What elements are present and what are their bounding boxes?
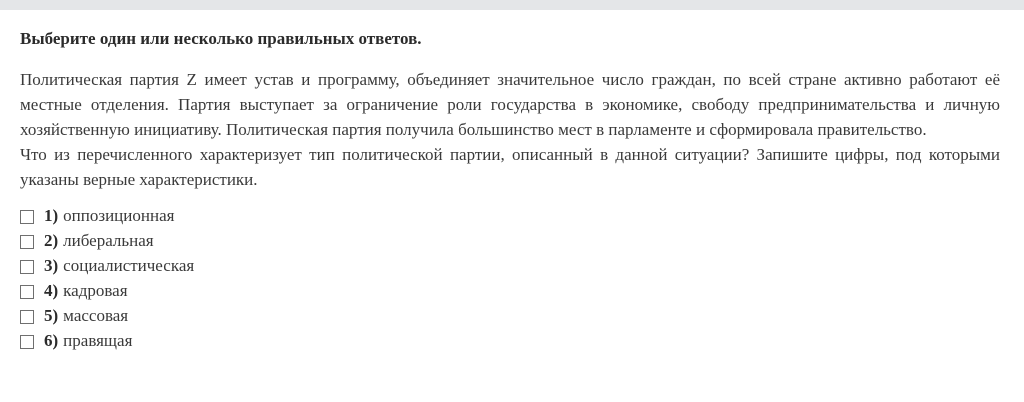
option-1-checkbox[interactable] <box>20 210 34 224</box>
option-6[interactable] <box>20 328 1000 353</box>
option-6-number: 6) <box>44 330 59 350</box>
option-6-checkbox[interactable] <box>20 335 34 349</box>
option-3-label: социалистическая <box>63 255 195 275</box>
option-4[interactable] <box>20 278 1000 303</box>
option-1-number: 1) <box>44 205 59 225</box>
option-4-label: кадровая <box>63 280 128 300</box>
option-2-number: 2) <box>44 230 59 250</box>
task-paragraph-2: Что из перечисленного характеризует тип политической партии, описанный в данной ситуации? Запишите цифры, под которыми указаны верные характеристики. <box>20 145 1000 189</box>
option-5-number: 5) <box>44 305 59 325</box>
option-4-number: 4) <box>44 280 59 300</box>
option-5[interactable] <box>20 303 1000 328</box>
option-6-label: правящая <box>63 330 133 350</box>
option-2-label: либеральная <box>63 230 154 250</box>
option-1[interactable] <box>20 203 1000 228</box>
option-4-checkbox[interactable] <box>20 285 34 299</box>
option-2-checkbox[interactable] <box>20 235 34 249</box>
option-2[interactable] <box>20 228 1000 253</box>
option-5-label: массовая <box>63 305 129 325</box>
task-paragraph-1: Политическая партия Z имеет устав и программу, объединяет значительное число граждан, по всей стране активно работают её местные отделения. Партия выступает за ограничение роли государства в экономике, свободу предпринимательства и личную хозяйственную инициативу. Политическая партия получила большинство мест в парламенте и сформировала правительство. <box>20 70 1000 139</box>
answer-options <box>20 203 1000 353</box>
option-3-checkbox[interactable] <box>20 260 34 274</box>
top-bar <box>0 0 1024 10</box>
question-block <box>20 26 1000 353</box>
option-3[interactable] <box>20 253 1000 278</box>
option-5-checkbox[interactable] <box>20 310 34 324</box>
instruction-heading: Выберите один или несколько правильных ответов. <box>20 29 422 48</box>
option-3-number: 3) <box>44 255 59 275</box>
option-1-label: оппозиционная <box>63 205 175 225</box>
